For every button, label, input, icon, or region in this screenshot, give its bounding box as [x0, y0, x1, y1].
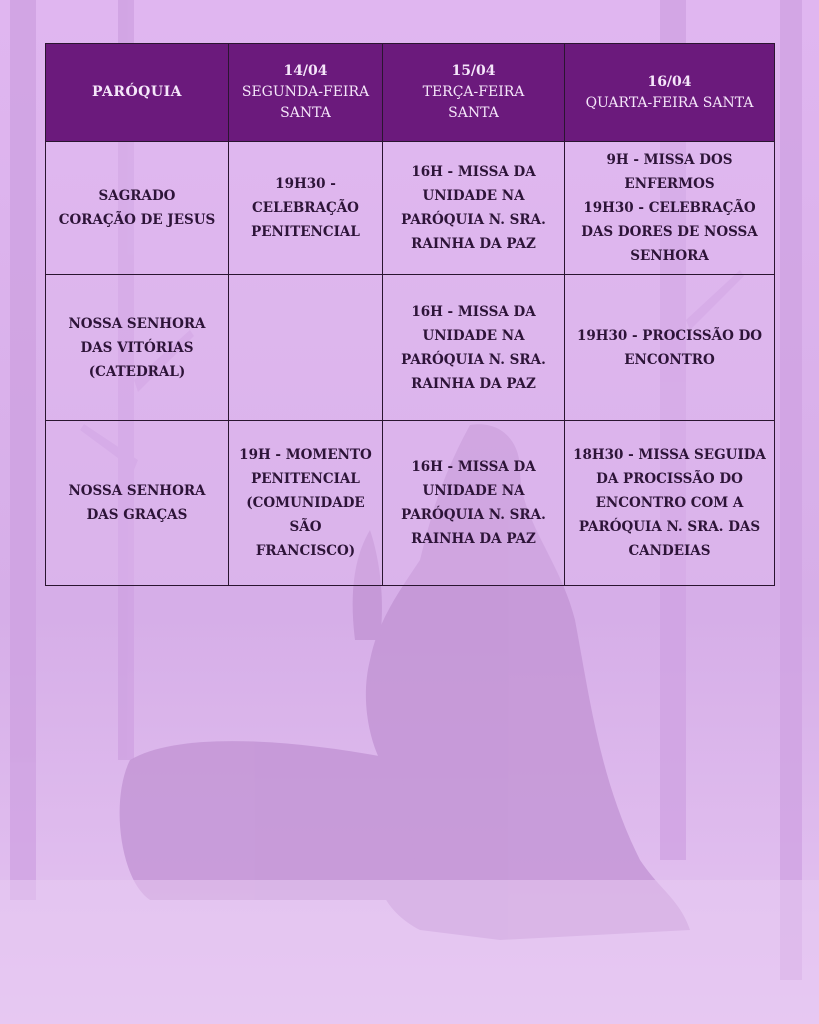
parish-cell	[46, 421, 229, 586]
event-text: UNIDADE NA	[422, 483, 525, 499]
parish-name: DAS GRAÇAS	[86, 507, 188, 523]
event-text: PARÓQUIA N. SRA.	[401, 351, 546, 368]
parish-name: NOSSA SENHORA	[68, 483, 206, 499]
event-text: PARÓQUIA N. SRA.	[401, 212, 546, 228]
event-text: RAINHA DA PAZ	[411, 531, 536, 547]
event-cell	[229, 142, 383, 275]
holy-week-schedule-table	[45, 43, 775, 586]
event-text: ENFERMOS	[624, 176, 715, 192]
header-day-2	[383, 44, 565, 142]
event-text: UNIDADE NA	[422, 327, 525, 344]
header-day-date: 14/04	[283, 63, 328, 79]
table-row	[46, 142, 775, 275]
event-text: FRANCISCO)	[255, 543, 356, 559]
event-text: SENHORA	[630, 248, 709, 264]
table-row	[46, 421, 775, 586]
event-cell	[565, 275, 775, 421]
event-text: CANDEIAS	[628, 543, 711, 559]
event-text: 19H30 - PROCISSÃO DO	[576, 327, 763, 344]
event-text: SÃO	[289, 519, 322, 535]
event-cell	[383, 275, 565, 421]
event-text: PARÓQUIA N. SRA. DAS	[578, 519, 761, 535]
header-day-name: QUARTA-FEIRA SANTA	[585, 94, 754, 111]
event-text: ENCONTRO	[624, 351, 715, 368]
parish-name: (CATEDRAL)	[88, 363, 186, 380]
header-day-name: TERÇA-FEIRA	[422, 84, 525, 100]
header-parish-label: PARÓQUIA	[91, 84, 183, 100]
parish-cell	[46, 142, 229, 275]
event-text: DA PROCISSÃO DO	[596, 471, 743, 487]
header-day-date: 16/04	[647, 73, 692, 90]
table-header-row	[46, 44, 775, 142]
parish-name: CORAÇÃO DE JESUS	[58, 212, 216, 228]
event-cell	[383, 421, 565, 586]
event-text: 16H - MISSA DA	[411, 459, 536, 475]
event-cell	[229, 421, 383, 586]
event-cell	[565, 142, 775, 275]
event-text: ENCONTRO COM A	[595, 495, 744, 511]
event-text: PARÓQUIA N. SRA.	[401, 507, 546, 523]
header-day-name: SEGUNDA-FEIRA	[241, 84, 370, 100]
header-parish	[46, 44, 229, 142]
event-text: 19H30 - CELEBRAÇÃO	[583, 200, 756, 216]
header-day-date: 15/04	[451, 63, 496, 79]
event-text: (COMUNIDADE	[246, 495, 365, 511]
header-day-name: SANTA	[280, 105, 331, 121]
event-text: 16H - MISSA DA	[411, 164, 536, 180]
parish-cell	[46, 275, 229, 421]
event-cell-empty	[229, 275, 383, 421]
event-text: CELEBRAÇÃO	[252, 200, 359, 216]
parish-name: SAGRADO	[98, 188, 176, 204]
event-text: PENITENCIAL	[251, 224, 360, 240]
event-text: 9H - MISSA DOS	[606, 152, 733, 168]
parish-name: DAS VITÓRIAS	[80, 339, 194, 356]
event-text: RAINHA DA PAZ	[411, 236, 536, 252]
event-cell	[383, 142, 565, 275]
header-day-name: SANTA	[448, 105, 499, 121]
event-cell	[565, 421, 775, 586]
event-text: 19H - MOMENTO	[239, 447, 372, 463]
event-text: 18H30 - MISSA SEGUIDA	[573, 447, 766, 463]
table-row	[46, 275, 775, 421]
event-text: RAINHA DA PAZ	[411, 375, 536, 392]
event-text: 19H30 -	[275, 176, 336, 192]
event-text: PENITENCIAL	[251, 471, 360, 487]
event-text: DAS DORES DE NOSSA	[581, 224, 758, 240]
parish-name: NOSSA SENHORA	[68, 315, 206, 332]
header-day-1	[229, 44, 383, 142]
event-text: 16H - MISSA DA	[411, 303, 536, 320]
header-day-3	[565, 44, 775, 142]
event-text: UNIDADE NA	[422, 188, 525, 204]
